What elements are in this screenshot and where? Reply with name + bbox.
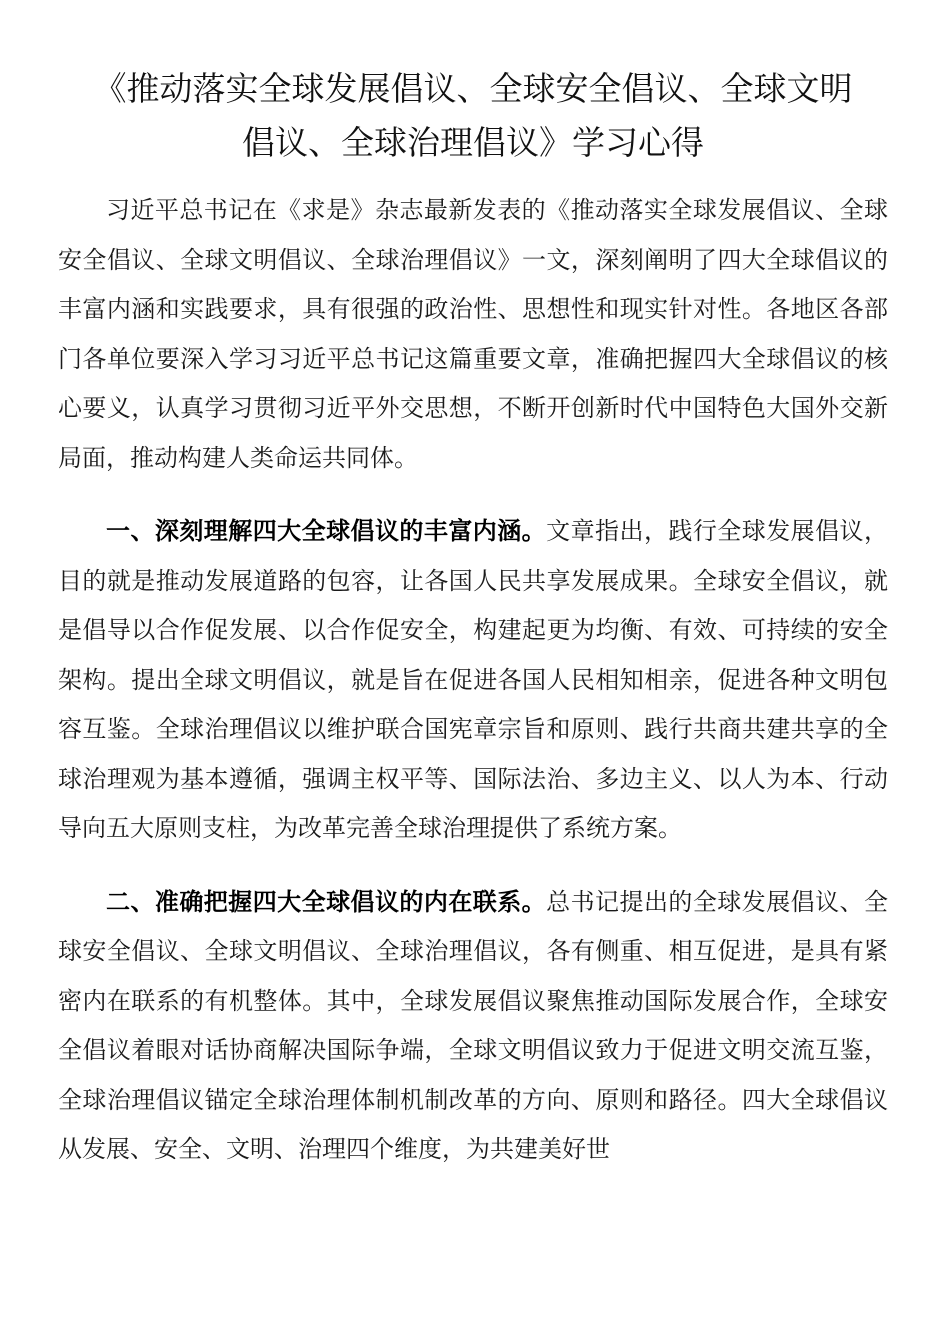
section-2-paragraph xyxy=(58,878,888,1175)
section-2-text: 总书记提出的全球发展倡议、全球安全倡议、全球文明倡议、全球治理倡议，各有侧重、相互促进，是具有紧密内在联系的有机整体。其中，全球发展倡议聚焦推动国际发展合作，全球安全倡议着眼对话协商解决国际争端，全球文明倡议致力于促进文明交流互鉴，全球治理倡议锚定全球治理体制机制改革的方向、原则和路径。四大全球倡议从发展、安全、文明、治理四个维度，为共建美好世 xyxy=(58,887,889,1163)
intro-paragraph xyxy=(58,186,888,483)
section-1-paragraph xyxy=(58,507,888,854)
title-line-2: 倡议、全球治理倡议》学习心得 xyxy=(242,123,704,162)
title-line-1: 《推动落实全球发展倡议、全球安全倡议、全球文明 xyxy=(93,69,853,108)
section-1-text: 文章指出，践行全球发展倡议，目的就是推动发展道路的包容，让各国人民共享发展成果。全球安全倡议，就是倡导以合作促发展、以合作促安全，构建起更为均衡、有效、可持续的安全架构。提出全球文明倡议，就是旨在促进各国人民相知相亲，促进各种文明包容互鉴。全球治理倡议以维护联合国宪章宗旨和原则、践行共商共建共享的全球治理观为基本遵循，强调主权平等、国际法治、多边主义、以人为本、行动导向五大原则支柱，为改革完善全球治理提供了系统方案。 xyxy=(58,517,889,842)
intro-text: 习近平总书记在《求是》杂志最新发表的《推动落实全球发展倡议、全球安全倡议、全球文明倡议、全球治理倡议》一文，深刻阐明了四大全球倡议的丰富内涵和实践要求，具有很强的政治性、思想性和现实针对性。各地区各部门各单位要深入学习习近平总书记这篇重要文章，准确把握四大全球倡议的核心要义，认真学习贯彻习近平外交思想，不断开创新时代中国特色大国外交新局面，推动构建人类命运共同体。 xyxy=(58,196,888,472)
page-title xyxy=(58,62,888,170)
section-2-heading: 二、准确把握四大全球倡议的内在联系。 xyxy=(106,887,547,916)
section-1-heading: 一、深刻理解四大全球倡议的丰富内涵。 xyxy=(106,517,547,545)
